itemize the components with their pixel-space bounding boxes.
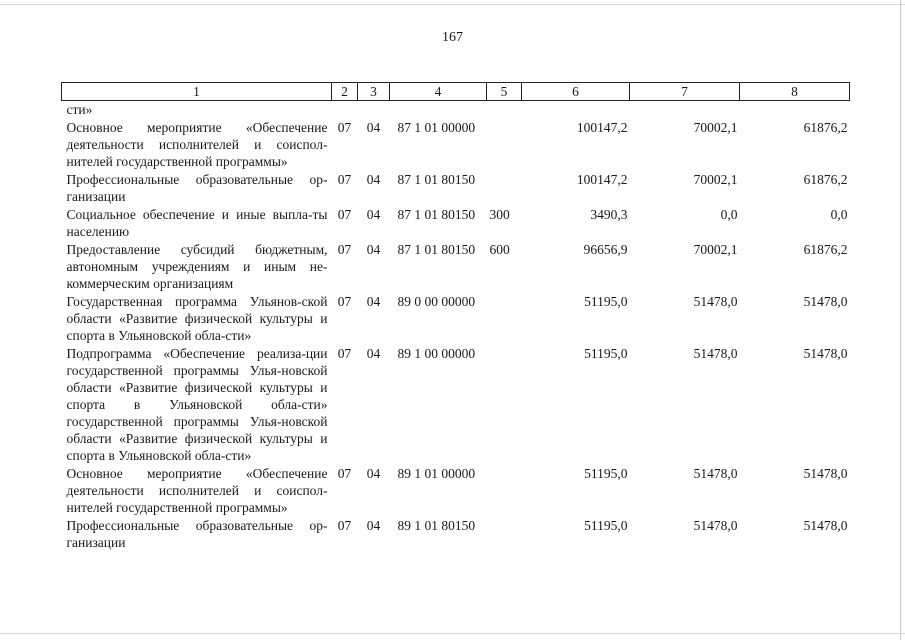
target-article-code: 87 1 01 80150 [397,242,476,257]
amount-col-8: 51478,0 [803,466,848,481]
target-article-code: 87 1 01 00000 [397,120,476,135]
column-header: 7 [630,83,740,101]
subsection-code: 04 [366,207,381,222]
section-code [332,101,358,120]
scan-edge-top [0,4,905,5]
item-name: Основное мероприятие «Обеспечение деятельности исполнителей и соиспол-нителей государственной программы» [66,466,328,515]
item-name: Профессиональные образовательные ор-ганизации [66,518,328,550]
table-header-row [62,83,850,101]
amount-col-8: 51478,0 [803,346,848,361]
target-article-code: 89 1 01 80150 [397,518,476,533]
column-header: 8 [740,83,850,101]
item-name: Профессиональные образовательные ор-ганизации [66,172,328,204]
target-article-code: 89 1 01 00000 [397,466,476,481]
amount-col-7: 51478,0 [693,518,738,533]
amount-col-6: 100147,2 [576,120,628,135]
section-code: 07 [337,346,352,361]
amount-col-7: 70002,1 [693,242,738,257]
section-code: 07 [337,172,352,187]
table-row [62,206,850,241]
amount-col-8: 61876,2 [803,172,848,187]
expense-type-code [487,517,522,552]
amount-col-6: 3490,3 [590,207,628,222]
amount-col-8: 61876,2 [803,120,848,135]
subsection-code: 04 [366,294,381,309]
subsection-code: 04 [366,346,381,361]
amount-col-7 [630,101,740,120]
amount-col-6: 51195,0 [584,294,628,309]
amount-col-8: 61876,2 [803,242,848,257]
budget-table [61,82,850,552]
amount-col-6: 51195,0 [584,466,628,481]
section-code: 07 [337,294,352,309]
section-code: 07 [337,466,352,481]
table-row [62,293,850,345]
subsection-code: 04 [366,242,381,257]
amount-col-7: 51478,0 [693,346,738,361]
amount-col-8: 51478,0 [803,518,848,533]
scan-edge-bottom [0,633,905,634]
subsection-code: 04 [366,466,381,481]
budget-table-wrapper [61,82,849,552]
amount-col-8: 51478,0 [803,294,848,309]
amount-col-6: 96656,9 [583,242,628,257]
amount-col-7: 70002,1 [693,172,738,187]
column-header: 3 [358,83,390,101]
amount-col-8: 0,0 [830,207,848,222]
column-header: 4 [390,83,487,101]
table-row [62,345,850,465]
target-article-code [390,101,487,120]
amount-col-8 [740,101,850,120]
amount-col-6: 51195,0 [584,346,628,361]
target-article-code: 89 0 00 00000 [397,294,476,309]
target-article-code: 87 1 01 80150 [397,207,476,222]
table-body [62,101,850,553]
subsection-code: 04 [366,120,381,135]
section-code: 07 [337,120,352,135]
table-row [62,465,850,517]
expense-type-code: 300 [489,207,510,222]
scan-edge-right [900,0,901,640]
column-header: 2 [332,83,358,101]
amount-col-6: 100147,2 [576,172,628,187]
expense-type-code: 600 [489,242,510,257]
table-row [62,101,850,120]
amount-col-7: 0,0 [720,207,738,222]
expense-type-code [487,465,522,517]
subsection-code: 04 [366,518,381,533]
amount-col-6: 51195,0 [584,518,628,533]
section-code: 07 [337,207,352,222]
item-name: Предоставление субсидий бюджетным, автономным учреждениям и иным не-коммерческим организациям [66,242,328,291]
column-header: 1 [62,83,332,101]
subsection-code [358,101,390,120]
expense-type-code [487,171,522,206]
expense-type-code [487,119,522,171]
column-header: 6 [522,83,630,101]
section-code: 07 [337,242,352,257]
amount-col-7: 70002,1 [693,120,738,135]
expense-type-code [487,345,522,465]
target-article-code: 89 1 00 00000 [397,346,476,361]
item-name: Социальное обеспечение и иные выпла-ты населению [66,207,328,239]
item-name: Основное мероприятие «Обеспечение деятельности исполнителей и соиспол-нителей государственной программы» [66,120,328,169]
expense-type-code [487,293,522,345]
table-row [62,119,850,171]
column-header: 5 [487,83,522,101]
subsection-code: 04 [366,172,381,187]
target-article-code: 87 1 01 80150 [397,172,476,187]
amount-col-7: 51478,0 [693,466,738,481]
section-code: 07 [337,518,352,533]
expense-type-code [487,101,522,120]
table-row [62,241,850,293]
amount-col-6 [522,101,630,120]
table-row [62,517,850,552]
table-row [62,171,850,206]
page-number: 167 [442,30,463,45]
amount-col-7: 51478,0 [693,294,738,309]
item-name: сти» [66,102,93,117]
item-name: Подпрограмма «Обеспечение реализа-ции государственной программы Улья-новской области «Развитие физической культуры и спорта в Ульяновской обла-сти» государственной программы Улья-новской области «Развитие физической культуры и спорта в Ульяновской обла-сти» [66,346,328,463]
item-name: Государственная программа Ульянов-ской области «Развитие физической культуры и спорта в Ульяновской обла-сти» [66,294,328,343]
